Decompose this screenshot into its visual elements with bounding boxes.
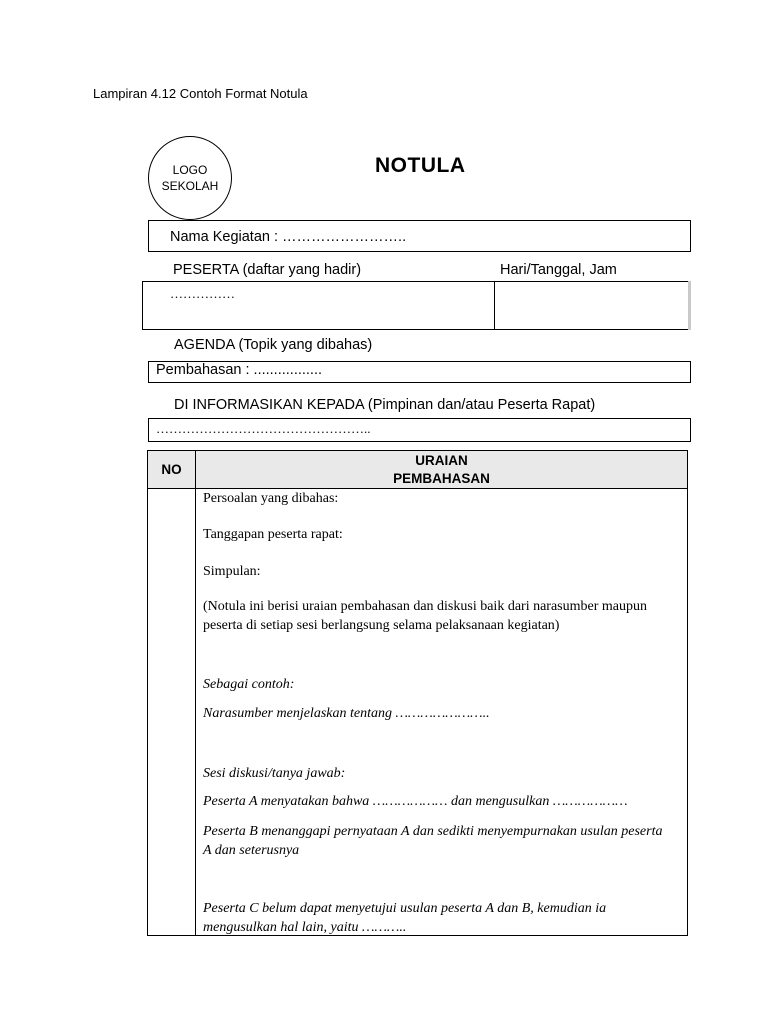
- informasi-value: …………………………………………..: [156, 421, 371, 436]
- peserta-c-text: Peserta C belum dapat menyetujui usulan peserta A dan B, kemudian ia mengusulkan hal lain, yaitu ………..: [203, 901, 607, 935]
- peserta-value: ……………: [170, 286, 235, 301]
- sesi-diskusi-text: Sesi diskusi/tanya jawab:: [203, 766, 346, 781]
- hari-tanggal-label: Hari/Tanggal, Jam: [500, 262, 617, 278]
- peserta-divider: [494, 281, 495, 330]
- logo-line-1: LOGO: [172, 163, 208, 177]
- simpulan-text: Simpulan:: [203, 564, 261, 579]
- peserta-a-text: Peserta A menyatakan bahwa ……………… dan mengusulkan ………………: [203, 794, 628, 809]
- column-header-uraian-line2: PEMBAHASAN: [393, 470, 490, 486]
- column-header-uraian: [196, 451, 687, 488]
- column-header-no: NO: [161, 462, 182, 477]
- agenda-label: AGENDA (Topik yang dibahas): [174, 337, 373, 353]
- page-title: NOTULA: [375, 154, 466, 177]
- logo-line-2: SEKOLAH: [161, 179, 219, 193]
- narasumber-text: Narasumber menjelaskan tentang …………………..: [203, 706, 490, 721]
- document-caption: Lampiran 4.12 Contoh Format Notula: [93, 86, 308, 101]
- table-column-divider: [195, 451, 196, 935]
- notula-note-text: (Notula ini berisi uraian pembahasan dan diskusi baik dari narasumber maupun peserta di setiap sesi berlangsung selama pelaksanaan kegiatan): [203, 599, 647, 633]
- column-header-uraian-line1: URAIAN: [415, 452, 468, 468]
- pembahasan-text: Pembahasan : .................: [156, 362, 323, 378]
- nama-kegiatan-text: Nama Kegiatan : ……………………..: [170, 229, 407, 245]
- peserta-b-text: Peserta B menanggapi pernyataan A dan sedikti menyempurnakan usulan peserta A dan seterusnya: [203, 824, 663, 858]
- peserta-label: PESERTA (daftar yang hadir): [173, 262, 362, 278]
- persoalan-text: Persoalan yang dibahas:: [203, 491, 339, 506]
- school-logo-placeholder: [148, 136, 232, 220]
- informasi-label: DI INFORMASIKAN KEPADA (Pimpinan dan/atau Peserta Rapat): [174, 397, 596, 413]
- contoh-text: Sebagai contoh:: [203, 677, 295, 692]
- tanggapan-text: Tanggapan peserta rapat:: [203, 527, 343, 542]
- peserta-box-edge: [688, 281, 691, 330]
